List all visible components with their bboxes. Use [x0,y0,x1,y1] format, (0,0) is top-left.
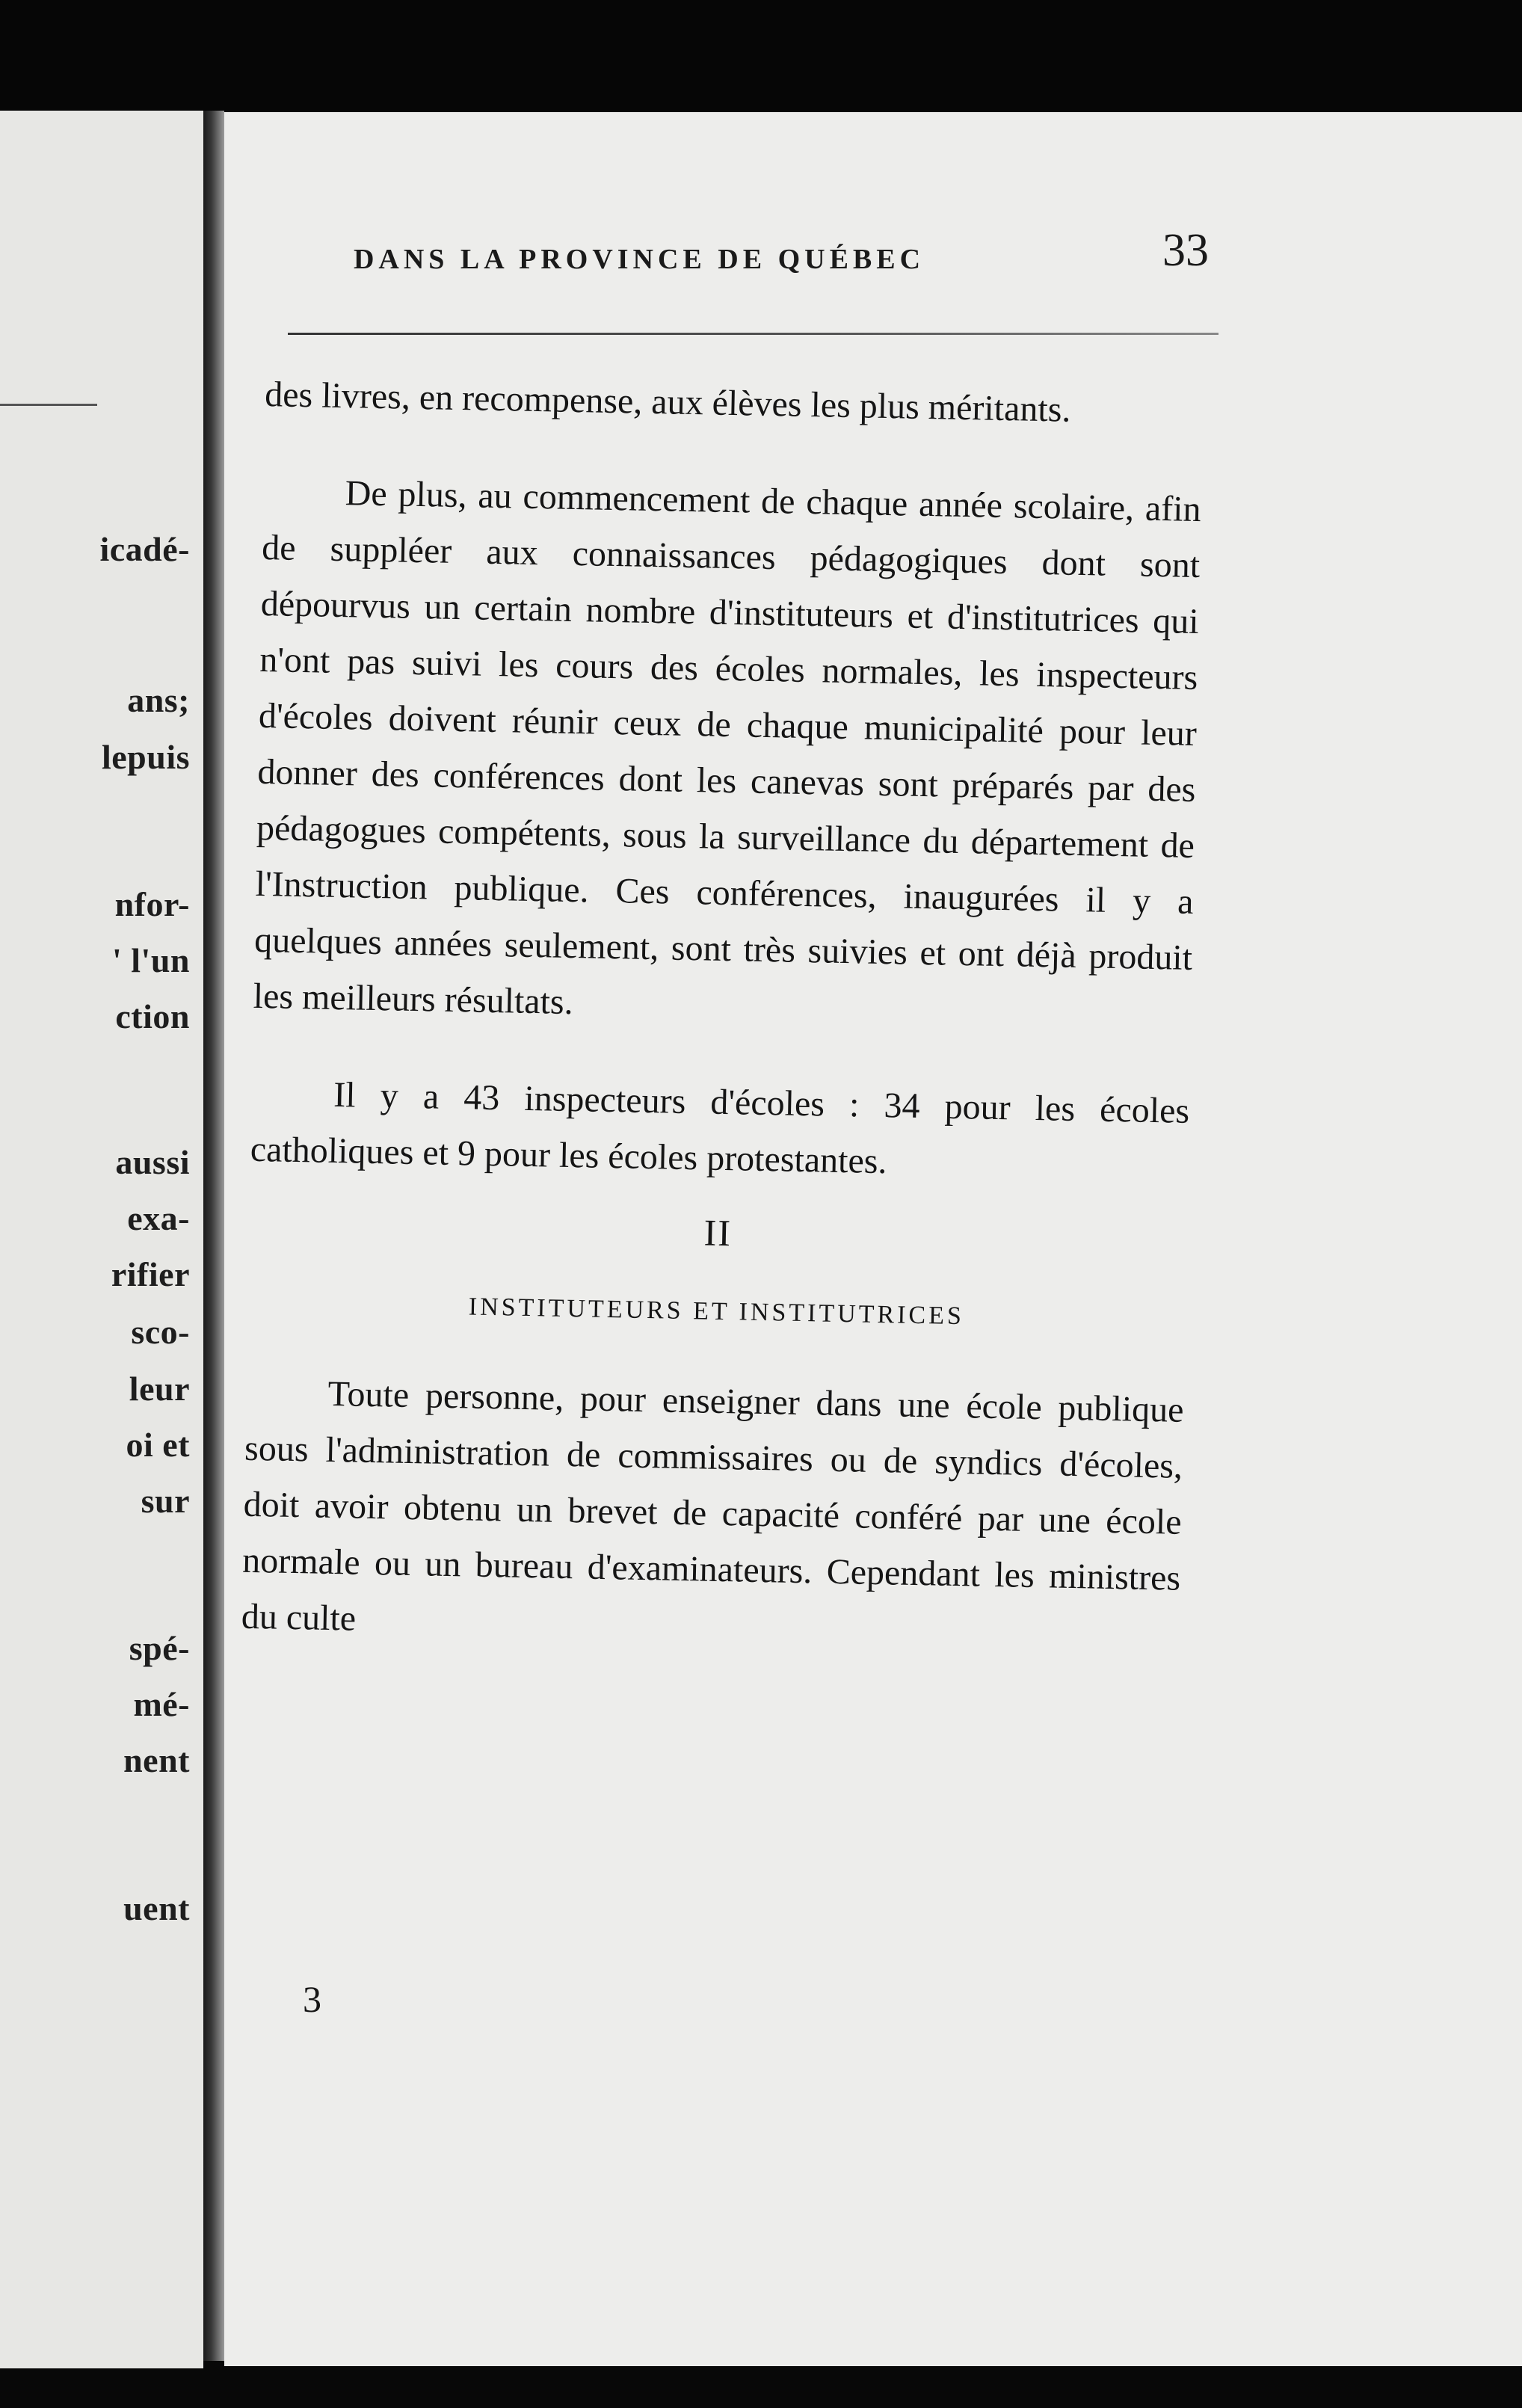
facing-page-word: oi et [126,1426,190,1464]
facing-page-word: nent [123,1741,190,1779]
section-number: II [703,1211,733,1254]
facing-page-word: ction [115,997,190,1035]
facing-page-word: sco- [131,1313,190,1351]
facing-page-word: icadé- [99,530,190,568]
book-binding-gutter [203,111,224,2361]
paragraph: Il y a 43 inspecteurs d'écoles : 34 pour les écoles catholiques et 9 pour les écoles protestantes. [250,1074,1190,1182]
paragraph: Toute personne, pour enseigner dans une école publique sous l'administration de commissaires ou de syndics d'écoles, doit avoir obtenu un brevet de capacité conféré par une école normale ou un bureau d'examinateurs. Cependant les ministres du culte [241,1373,1184,1639]
facing-page-word: rifier [111,1255,190,1293]
signature-mark: 3 [303,1978,321,2020]
facing-page-word: sur [141,1482,190,1520]
facing-page-word: ans; [127,681,190,719]
body-text [241,366,1204,1663]
facing-page-word: uent [123,1889,190,1927]
facing-page-rule [0,404,97,406]
facing-page-word: lepuis [101,738,190,776]
facing-page-word: leur [129,1370,190,1408]
facing-page-word: aussi [115,1143,190,1181]
facing-page-word: ' l'un [111,941,190,979]
scan-top-border [0,0,1522,112]
facing-page-word: spé- [129,1629,190,1667]
facing-page-word: mé- [133,1685,190,1723]
facing-page-fragment [0,111,203,2368]
running-head: DANS LA PROVINCE DE QUÉBEC [353,244,925,275]
header-rule [288,333,1218,335]
paragraph: des livres, en recompense, aux élèves les plus méritants. [264,374,1071,430]
facing-page-word: nfor- [114,885,190,923]
facing-page-word: exa- [127,1199,190,1237]
paragraph: De plus, au commencement de chaque année scolaire, afin de suppléer aux connaissances pédagogiques dont sont dépourvus un certain nombre d'instituteurs et d'institutrices qui n'ont pas suivi les cours des écoles normales, les inspecteurs d'écoles doivent réunir ceux de chaque municipalité pour leur donner des conférences dont les canevas sont préparés par des pédagogues compétents, sous la surveillance du département de l'Instruction publique. Ces conférences, inaugurées il y a quelques années seulement, sont très suivies et ont déjà produit les meilleurs résultats. [253,473,1202,1023]
page-number: 33 [1162,225,1209,276]
section-title: INSTITUTEURS ET INSTITUTRICES [468,1293,965,1331]
